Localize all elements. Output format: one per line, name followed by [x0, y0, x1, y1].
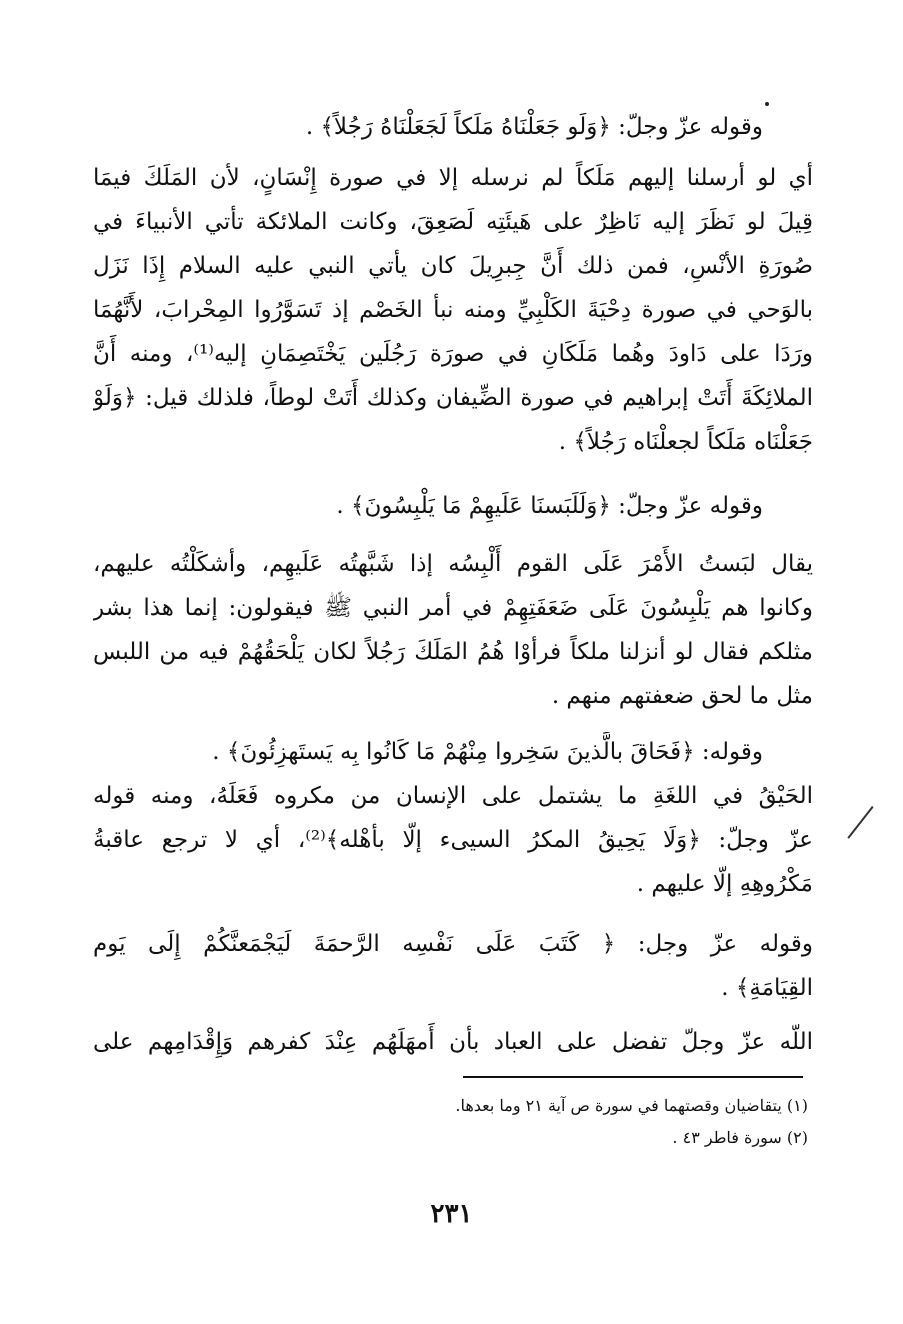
footnote-divider	[463, 1076, 803, 1078]
text-line: عزّ وجلّ: ﴿وَلَا يَحِيقُ المكرُ السيىء إلّا بأهْله﴾⁽²⁾، أي لا ترجع عاقبةُ	[93, 827, 813, 853]
verse-heading-1: وقوله عزّ وجلّ: ﴿وَلَو جَعَلْنَاهُ مَلَكاً لَجَعَلْنَاهُ رَجُلاً﴾ .	[305, 114, 763, 140]
text-line: مثلكم فقال لو أنزلنا ملكاً فرأوْا هُمُ المَلَكَ رَجُلاً لكان يَلْحَقُهُمْ فيه من اللبس	[93, 639, 813, 665]
text-line: قِيلَ لو نَظَرَ إليه نَاظِرٌ على هَيئَتِه لَصَعِقَ، وكانت الملائكة تأتي الأنبياءَ في	[93, 209, 813, 235]
footnote-2: (٢) سورة فاطر ٤٣ .	[672, 1128, 808, 1147]
text-line: صُورَةِ الأنْسِ، فمن ذلك أَنَّ جِبرِيلَ كان يأتي النبي عليه السلام إِذَا نَزَل	[93, 253, 813, 279]
page-number: ٢٣١	[430, 1199, 473, 1229]
text-line: الملائِكَةَ أَتَتْ إبراهيم في صورة الضِّيفان وكذلك أَتَتْ لوطاً، فلذلك قيل: ﴿وَلَوْ	[93, 385, 813, 411]
text-line: اللّه عزّ وجلّ تفضل على العباد بأن أَمهَلَهُم عِنْدَ كفرهم وَإِقْدَامِهم على	[93, 1029, 813, 1055]
text-line: مَكْرُوهِهِ إلّا عليهم .	[636, 871, 813, 897]
text-line: جَعَلْنَاه مَلَكاً لجعلْنَاه رَجُلاً﴾ .	[558, 429, 813, 455]
text-line: ورَدَا على دَاودَ وهُما مَلَكَانِ في صورَة رَجُلَين يَخْتَصِمَانِ إليه⁽¹⁾، ومنه أَنَّ	[93, 341, 813, 367]
verse-heading-4: وقوله عزّ وجل: ﴿ كَتَبَ عَلَى نَفْسِه الرَّحمَةَ لَيَجْمَعنَّكُمْ إِلَى يَوم	[93, 931, 813, 957]
text-line: القِيَامَةِ﴾ .	[721, 975, 813, 1001]
text-line: بالوَحي في صورة دِحْيَةَ الكَلْبِيِّ ومنه نبأ الخَصْم إذ تَسَوَّرُوا المِحْرابَ، لأَنَّهُمَا	[93, 297, 813, 323]
text-line: وكانوا هم يَلْبِسُونَ عَلَى ضَعَفَتِهِمْ في أمر النبي ﷺ فيقولون: إنما هذا بشر	[93, 595, 813, 621]
margin-pen-stroke	[847, 806, 873, 839]
text-line: يقال لبَستُ الأَمْرَ عَلَى القوم أَلْبِسُه إذا شَبَّهتُه عَلَيهِم، وأشكَلْتُه عليهم،	[93, 551, 813, 577]
ink-dot	[765, 102, 769, 106]
footnote-1: (١) يتقاضيان وقصتهما في سورة ص آية ٢١ وما بعدها.	[455, 1096, 808, 1115]
verse-heading-2: وقوله عزّ وجلّ: ﴿وَلَلَبَسنَا عَلَيهِمْ مَا يَلْبِسُونَ﴾ .	[336, 493, 763, 519]
text-line: أي لو أرسلنا إليهم مَلَكاً لم نرسله إلا في صورة إِنْسَانٍ، لأن المَلَكَ فيمَا	[93, 165, 813, 191]
text-line: الحَيْقُ في اللغَةِ ما يشتمل على الإنسان من مكروه فَعَلَهُ، ومنه قوله	[93, 783, 813, 809]
verse-heading-3: وقوله: ﴿فَحَاقَ بالَّذينَ سَخِروا مِنْهُمْ مَا كَانُوا بِه يَستَهزِئُونَ﴾ .	[212, 739, 763, 765]
text-line: مثل ما لحق ضعفتهم منهم .	[551, 683, 813, 709]
